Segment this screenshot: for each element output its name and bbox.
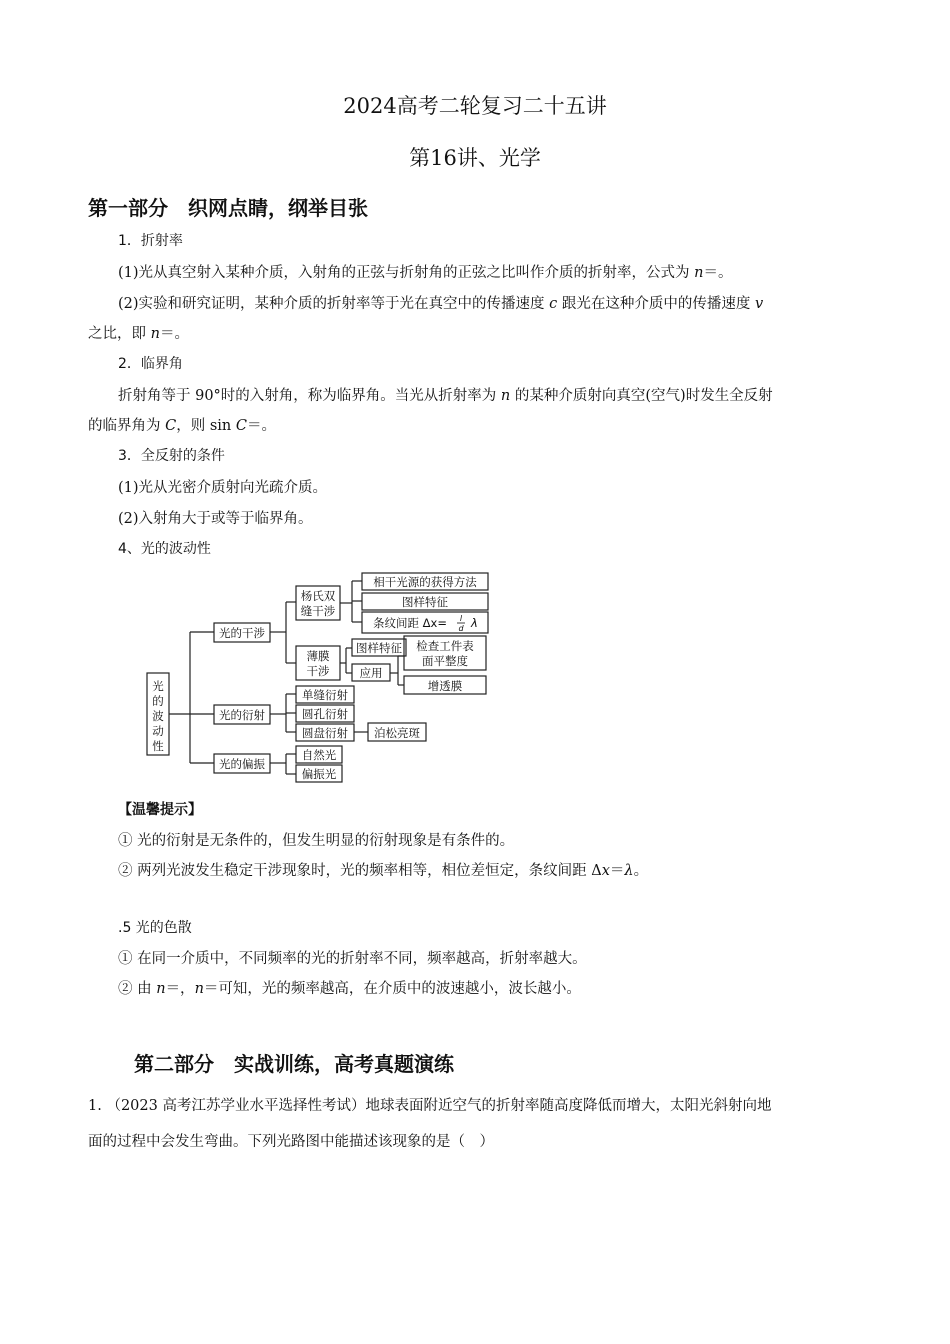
film-app-2: 增透膜 — [427, 679, 463, 693]
diffraction-label: 光的衍射 — [219, 708, 265, 722]
tip-2: ② 两列光波发生稳定干涉现象时，光的频率相等，相位差恒定，条纹间距 Δx＝λ。 — [118, 863, 649, 879]
polarization-item-2: 偏振光 — [301, 767, 337, 781]
section2-line1: 折射角等于 90°时的入射角，称为临界角。当光从折射率为 n 的某种介质射向真空(空气)时发生全反射 — [118, 388, 773, 404]
young-item-2: 图样特征 — [402, 595, 448, 609]
section1-title: 1．折射率 — [118, 233, 183, 249]
film-app-1-line2: 面平整度 — [422, 654, 468, 668]
polarization-item-1: 自然光 — [301, 748, 337, 762]
young-label-2: 缝干涉 — [300, 604, 336, 618]
diffraction-item-3: 圆盘衍射 — [302, 726, 348, 740]
tip-1: ① 光的衍射是无条件的，但发生明显的衍射现象是有条件的。 — [118, 833, 515, 849]
root-char-5: 性 — [152, 739, 164, 753]
dispersion-point-1: ① 在同一介质中，不同频率的光的折射率不同，频率越高，折射率越大。 — [118, 951, 587, 967]
root-char-3: 波 — [152, 709, 164, 723]
section3-item2: (2)入射角大于或等于临界角。 — [118, 511, 313, 527]
film-label-1: 薄膜 — [306, 649, 330, 663]
dispersion-point-2: ② 由 n＝，n＝可知，光的频率越高，在介质中的波速越小，波长越小。 — [118, 981, 581, 997]
film-item-2: 应用 — [359, 666, 383, 680]
section1-para2-line1: (2)实验和研究证明，某种介质的折射率等于光在真空中的传播速度 c 跟光在这种介质中的传播速度 v — [118, 296, 764, 312]
section2-title: 2．临界角 — [118, 356, 183, 372]
film-app-1-line1: 检查工件表 — [416, 639, 474, 653]
tips-title: 【温馨提示】 — [118, 802, 202, 818]
fringe-frac-num: l — [459, 614, 463, 623]
young-item-1: 相干光源的获得方法 — [373, 575, 477, 589]
wave-nature-diagram — [140, 568, 500, 790]
film-label-2: 干涉 — [306, 664, 330, 678]
interference-label: 光的干涉 — [219, 626, 265, 640]
fringe-lambda: λ — [471, 616, 478, 630]
diffraction-item-1: 单缝衍射 — [302, 688, 348, 702]
fringe-frac-den: d — [458, 624, 464, 633]
poisson-label: 泊松亮斑 — [374, 726, 420, 740]
section5-title: .5 光的色散 — [118, 920, 192, 936]
section3-item1: (1)光从光密介质射向光疏介质。 — [118, 480, 328, 496]
young-item-3: 条纹间距 Δx= — [373, 616, 447, 630]
question1-line1: 1. （2023 高考江苏学业水平选择性考试）地球表面附近空气的折射率随高度降低而增大，太阳光斜射向地 — [88, 1098, 772, 1114]
film-item-1: 图样特征 — [356, 641, 402, 655]
section4-title: 4、光的波动性 — [118, 541, 211, 557]
section3-title: 3．全反射的条件 — [118, 448, 225, 464]
young-label-1: 杨氏双 — [300, 589, 336, 603]
document-title: 2024高考二轮复习二十五讲 — [343, 94, 607, 118]
section1-para2-line2: 之比，即 n＝。 — [88, 326, 189, 342]
part2-heading: 第二部分 实战训练，高考真题演练 — [134, 1052, 454, 1076]
polarization-label: 光的偏振 — [219, 757, 265, 771]
root-char-1: 光 — [152, 679, 164, 693]
section2-line2: 的临界角为 C，则 sin C＝。 — [88, 418, 276, 434]
part1-heading: 第一部分 织网点睛，纲举目张 — [88, 196, 368, 220]
root-char-4: 动 — [152, 724, 164, 738]
diffraction-item-2: 圆孔衍射 — [302, 707, 348, 721]
root-char-2: 的 — [152, 694, 164, 708]
lecture-subtitle: 第16讲、光学 — [409, 146, 541, 170]
section1-para1: (1)光从真空射入某种介质，入射角的正弦与折射角的正弦之比叫作介质的折射率，公式为 n＝。 — [118, 265, 733, 281]
question1-line2: 面的过程中会发生弯曲。下列光路图中能描述该现象的是（ ） — [88, 1134, 494, 1150]
